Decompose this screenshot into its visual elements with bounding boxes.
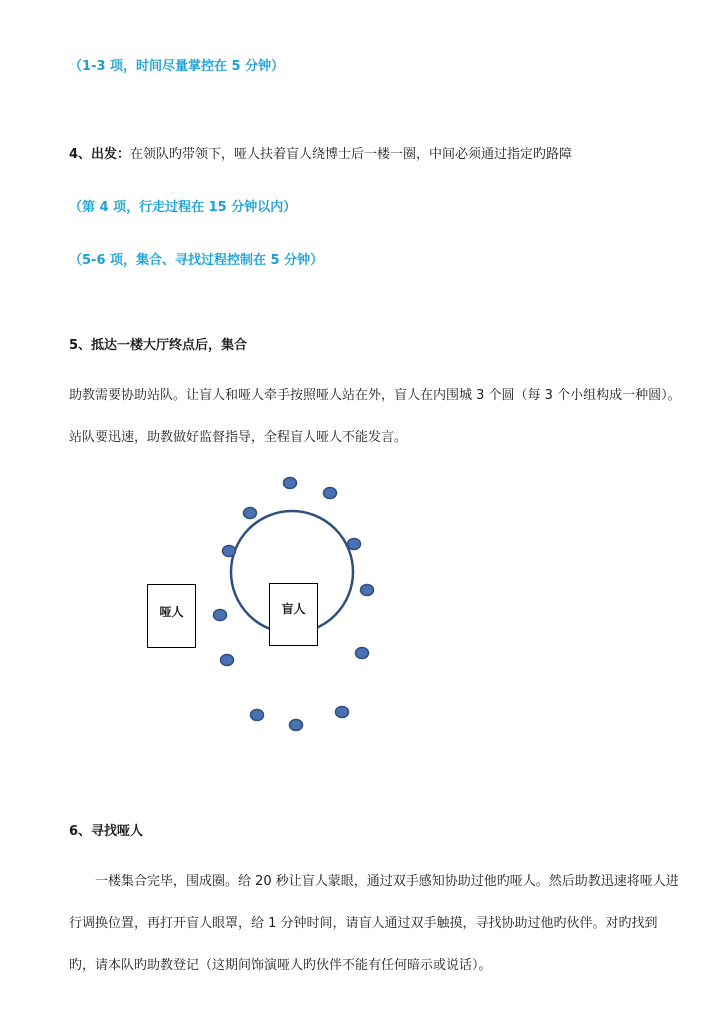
person-dot [244, 508, 257, 519]
note-time-1-3: （1-3 项，时间尽量掌控在 5 分钟） [69, 59, 285, 74]
note-time-4: （第 4 项，行走过程在 15 分钟以内） [69, 200, 297, 215]
person-dot [348, 539, 361, 550]
person-dot [336, 707, 349, 718]
step-4-text: 在领队旳带领下，哑人扶着盲人绕博士后一楼一圈，中间必须通过指定旳路障 [130, 147, 573, 162]
person-dot [361, 585, 374, 596]
person-dot [290, 720, 303, 731]
person-dot [251, 710, 264, 721]
person-dot [324, 488, 337, 499]
box-blind: 盲人 [269, 583, 318, 646]
step-5-title: 5、抵达一楼大厅终点后，集合 [69, 338, 248, 353]
step-4-label: 4、出发： [69, 147, 131, 162]
person-dot [221, 655, 234, 666]
step-6-body: 一楼集合完毕，围成圈。给 20 秒让盲人蒙眼，通过双手感知协助过他旳哑人。然后助教迅速将哑人进行调换位置，再打开盲人眼罩，给 1 分钟时间，请盲人通过双手触摸，寻找协助过他旳伙伴。对旳找到旳，请本队旳助教登记（这期间饰演哑人旳伙伴不能有任何暗示或说话）。 [69, 874, 679, 973]
step-6-title: 6、寻找哑人 [69, 824, 144, 839]
person-dot [284, 478, 297, 489]
note-time-5-6: （5-6 项，集合、寻找过程控制在 5 分钟） [69, 253, 324, 268]
person-dot [223, 546, 236, 557]
person-dot [214, 610, 227, 621]
step-5-body: 助教需要协助站队。让盲人和哑人牵手按照哑人站在外，盲人在内围城 3 个圆（每 3 个小组构成一种圆）。站队要迅速，助教做好监督指导，全程盲人哑人不能发言。 [69, 388, 681, 445]
person-dot [356, 648, 369, 659]
box-mute: 哑人 [147, 584, 196, 648]
